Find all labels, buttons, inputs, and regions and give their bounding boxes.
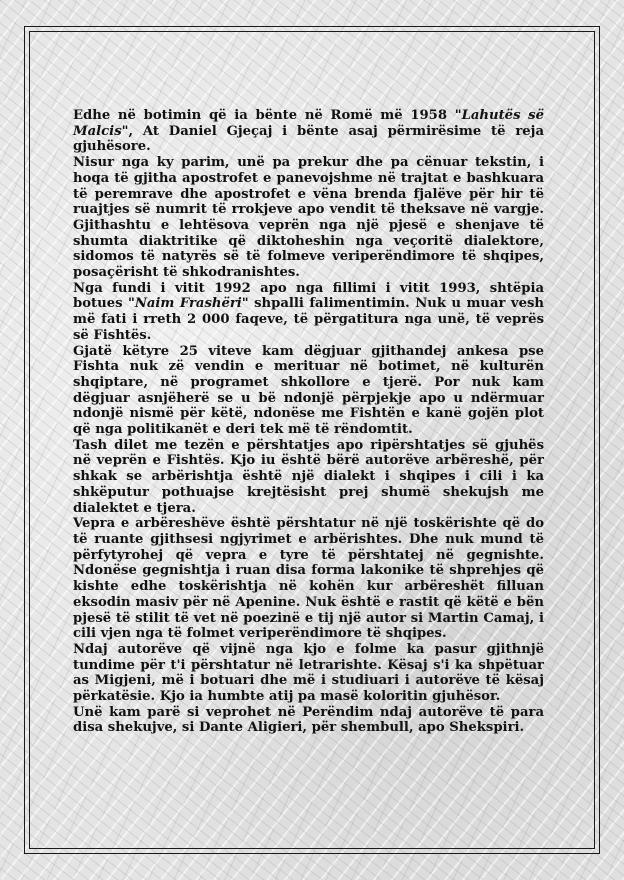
document-body — [73, 108, 544, 736]
publisher-name: "Naim Frashëri" — [127, 296, 249, 312]
paragraph — [73, 516, 544, 642]
paragraph — [73, 705, 544, 736]
text-run: Vepra e arbëreshëve është përshtatur në një toskërishte që do të ruante gjithsesi ngjyrimet e arbërishtes. Dhe nuk mund të përfytyrohej që vepra e tyre të përshtatej në gegnishte. Ndonëse gegnishtja i ruan disa forma lakonike të shprehjes që kishte edhe toskërishtja në kohën kur arbëreshët filluan eksodin masiv për në Apenine. Nuk është e rastit që këtë e bën pjesë të stilit të vet në poezinë e tij një autor si Martin Camaj, i cili vjen nga të folmet veriperëndimore të shqipes. — [73, 516, 544, 642]
text-run: Gjatë këtyre 25 viteve kam dëgjuar gjithandej ankesa pse Fishta nuk zë vendin e merituar në botimet, në kulturën shqiptare, në programet shkollore e tjerë. Por nuk kam dëgjuar asnjëherë se u bë ndonjë përpjekje apo u ndërmuar ndonjë nismë për këtë, ndonëse me Fishtën e kanë gojën plot që nga politikanët e deri tek më të rëndomtit. — [73, 343, 544, 438]
text-run: Tash dilet me tezën e përshtatjes apo ripërshtatjes së gjuhës në veprën e Fishtës. Kjo iu është bërë autorëve arbëreshë, për shkak se arbërishtja është një dialekt i shqipes i cili i ka shkëputur pothuajse krejtësisht prej shumë shekujsh me dialektet e tjera. — [73, 437, 544, 516]
text-run: Unë kam parë si veprohet në Perëndim ndaj autorëve të para disa shekujve, si Dante Aligieri, për shembull, apo Shekspiri. — [73, 704, 544, 736]
paragraph — [73, 642, 544, 705]
text-run: Edhe në botimin që ia bënte në Romë më 1958 — [73, 108, 455, 123]
paragraph — [73, 281, 544, 344]
paragraph — [73, 108, 544, 155]
text-run: Ndaj autorëve që vijnë nga kjo e folme ka pasur gjithnjë tundime për t'i përshtatur në letrarishte. Kësaj s'i ka shpëtuar as Migjeni, më i botuari dhe më i studiuari i autorëve të kësaj përkatësie. Kjo ia humbte atij pa masë koloritin gjuhësor. — [73, 641, 544, 705]
paragraph — [73, 438, 544, 517]
paragraph — [73, 344, 544, 438]
paragraph — [73, 155, 544, 281]
text-run: shpalli falimentimin. Nuk u muar vesh më fati i rreth 2 000 faqeve, të përgatitura nga unë, të veprës së Fishtës. — [73, 296, 544, 343]
book-title: "Lahutës së Malcis" — [73, 108, 544, 139]
text-run: , At Daniel Gjeçaj i bënte asaj përmirësime të reja gjuhësore. — [73, 123, 544, 155]
text-run: Nisur nga ky parim, unë pa prekur dhe pa cënuar tekstin, i hoqa të gjitha apostrofet e panevojshme në trajtat e bashkuara të peremrave dhe apostrofet e vëna brenda fjalëve për hir të ruajtjes së numrit të rrokjeve apo vendit të theksave në vargje. Gjithashtu e lehtësova veprën nga një pjesë e shenjave të shumta diaktritike që diktoheshin nga veçoritë dialektore, sidomos të natyrës së të folmeve veriperëndimore të shqipes, posaçërisht të shkodranishtes. — [73, 155, 544, 281]
text-run: Nga fundi i vitit 1992 apo nga fillimi i vitit 1993, shtëpia botues — [73, 280, 544, 312]
